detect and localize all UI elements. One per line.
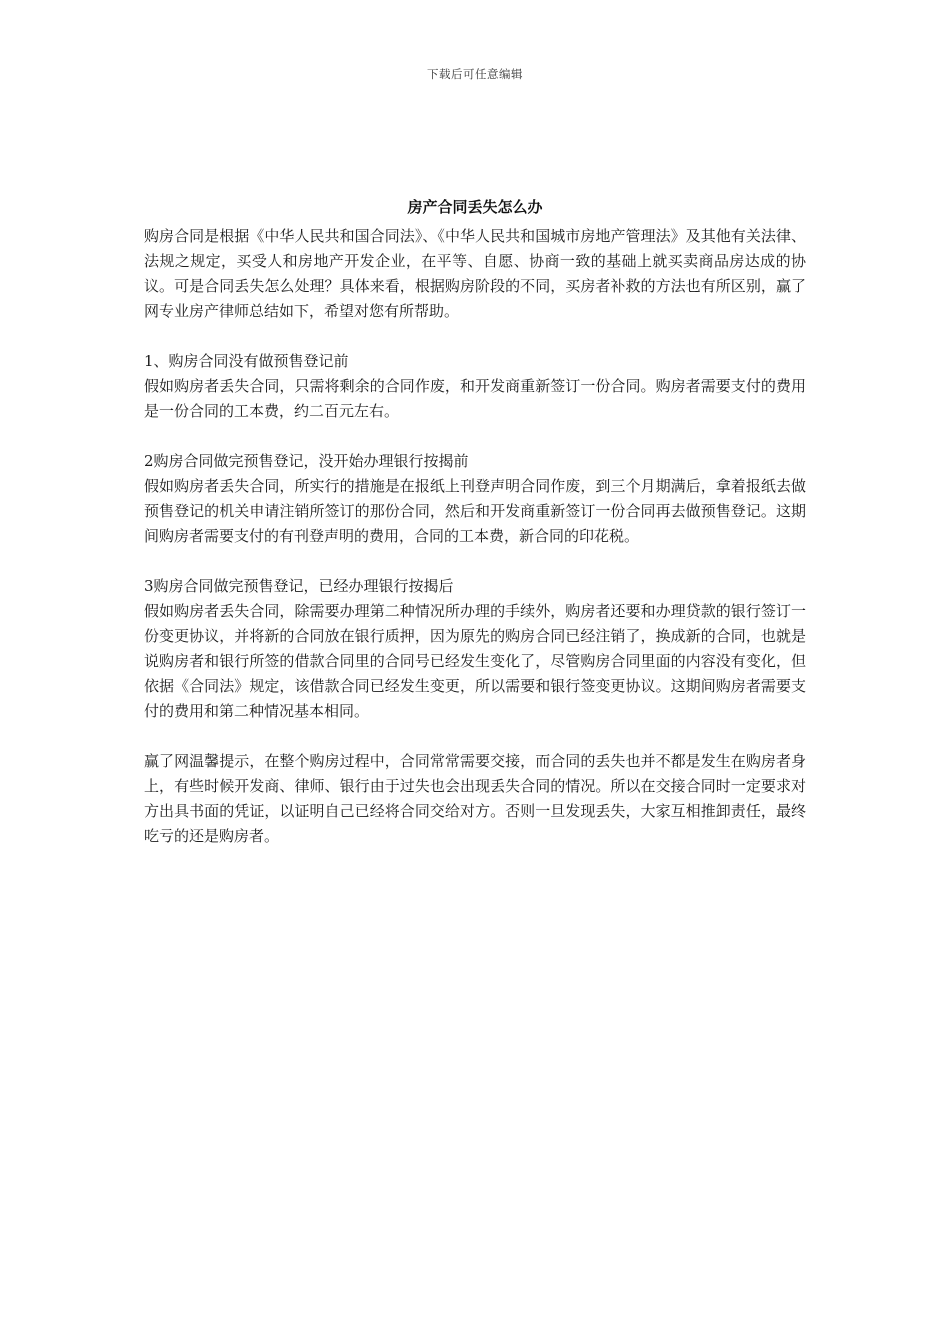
section-1 xyxy=(144,349,806,424)
closing-paragraph: 赢了网温馨提示，在整个购房过程中，合同常常需要交接，而合同的丢失也并不都是发生在购房者身上，有些时候开发商、律师、银行由于过失也会出现丢失合同的情况。所以在交接合同时一定要求对方出具书面的凭证，以证明自己已经将合同交给对方。否则一旦发现丢失，大家互相推卸责任，最终吃亏的还是购房者。 xyxy=(144,752,806,845)
section-body: 假如购房者丢失合同，所实行的措施是在报纸上刊登声明合同作废，到三个月期满后，拿着报纸去做预售登记的机关申请注销所签订的那份合同，然后和开发商重新签订一份合同再去做预售登记。这期间购房者需要支付的有刊登声明的费用，合同的工本费，新合同的印花税。 xyxy=(144,477,806,545)
paragraph-gap xyxy=(144,549,806,574)
paragraph-gap xyxy=(144,424,806,449)
header-note: 下载后可任意编辑 xyxy=(427,67,523,81)
section-heading: 1、购房合同没有做预售登记前 xyxy=(144,352,349,370)
section-body: 假如购房者丢失合同，只需将剩余的合同作废，和开发商重新签订一份合同。购房者需要支付的费用是一份合同的工本费，约二百元左右。 xyxy=(144,377,806,420)
document-body xyxy=(144,224,806,849)
section-body: 假如购房者丢失合同，除需要办理第二种情况所办理的手续外，购房者还要和办理贷款的银行签订一份变更协议，并将新的合同放在银行质押，因为原先的购房合同已经注销了，换成新的合同，也就是说购房者和银行所签的借款合同里的合同号已经发生变化了，尽管购房合同里面的内容没有变化，但依据《合同法》规定，该借款合同已经发生变更，所以需要和银行签变更协议。这期间购房者需要支付的费用和第二种情况基本相同。 xyxy=(144,602,806,720)
section-3 xyxy=(144,574,806,724)
section-heading: 3购房合同做完预售登记，已经办理银行按揭后 xyxy=(144,577,454,595)
intro-paragraph: 购房合同是根据《中华人民共和国合同法》、《中华人民共和国城市房地产管理法》及其他有关法律、法规之规定，买受人和房地产开发企业，在平等、自愿、协商一致的基础上就买卖商品房达成的协议。可是合同丢失怎么处理？具体来看，根据购房阶段的不同，买房者补救的方法也有所区别，赢了网专业房产律师总结如下，希望对您有所帮助。 xyxy=(144,227,806,320)
paragraph-gap xyxy=(144,724,806,749)
document-title: 房产合同丢失怎么办 xyxy=(407,198,543,216)
section-2 xyxy=(144,449,806,549)
section-heading: 2购房合同做完预售登记，没开始办理银行按揭前 xyxy=(144,452,469,470)
paragraph-gap xyxy=(144,324,806,349)
